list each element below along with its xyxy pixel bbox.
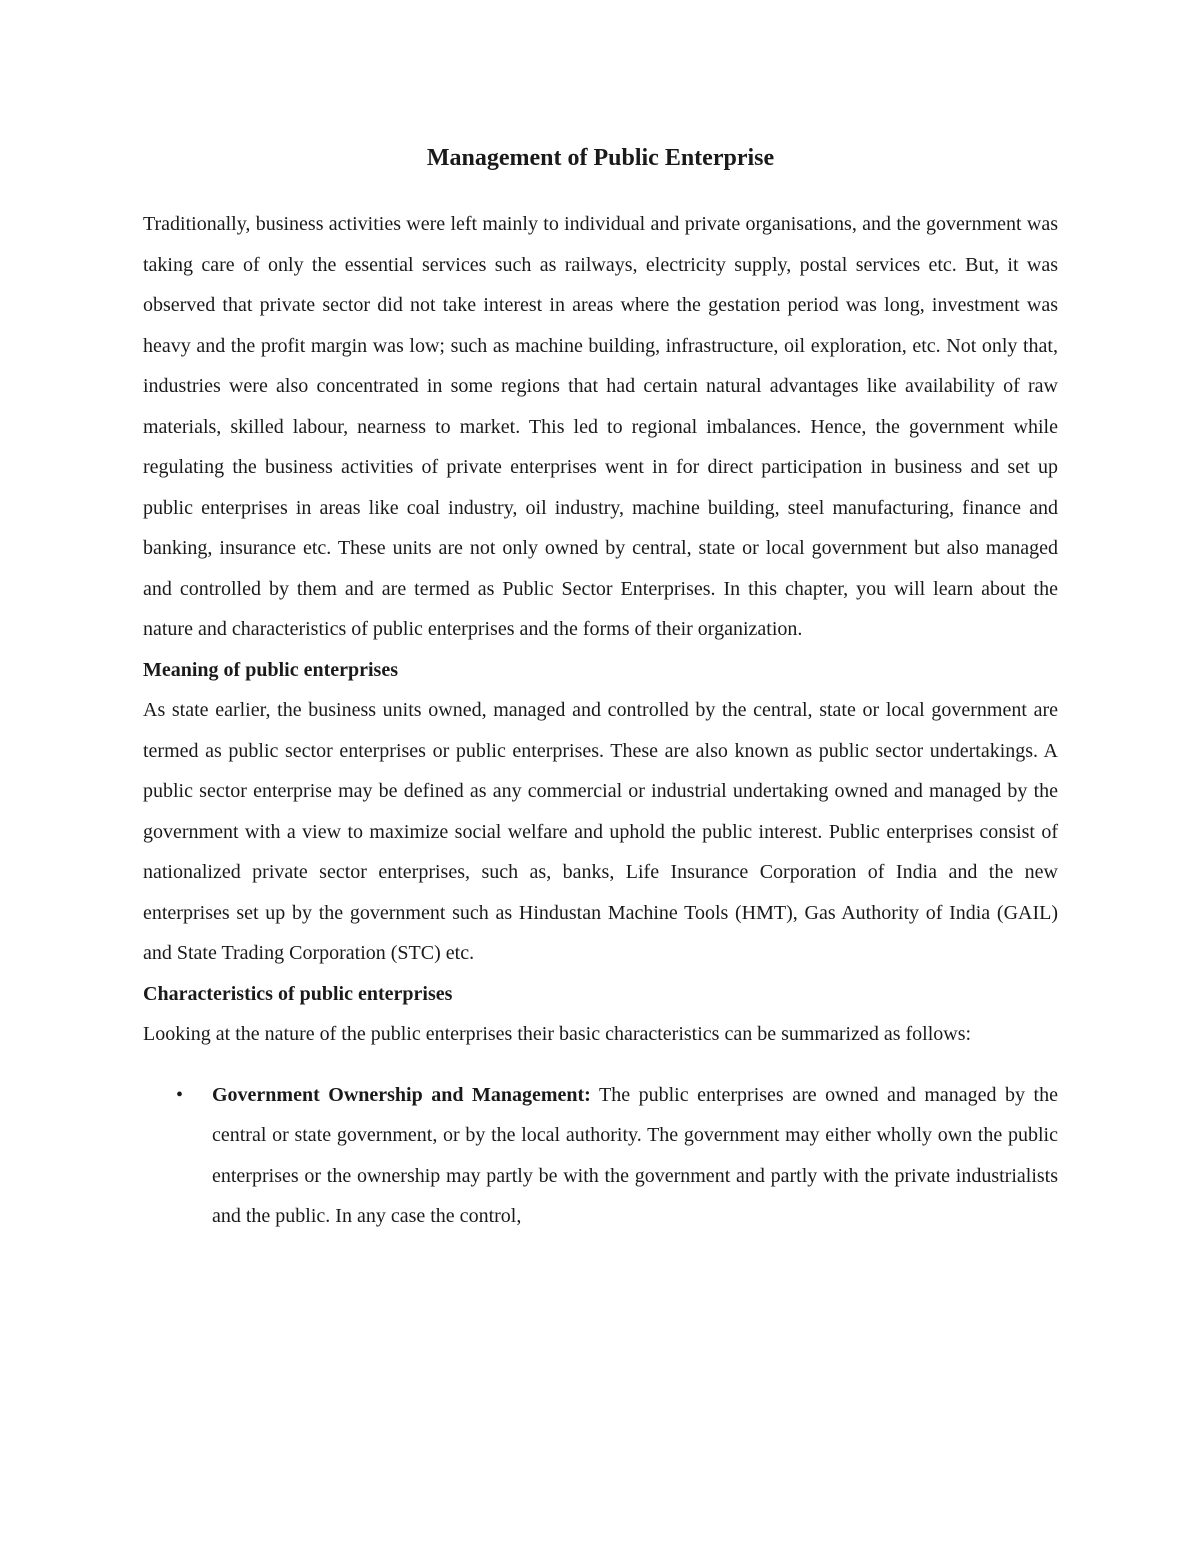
intro-paragraph: Traditionally, business activities were left mainly to individual and private organisations, and the government was taking care of only the essential services such as railways, electricity supply, postal services etc. But, it was observed that private sector did not take interest in areas where the gestation period was long, investment was heavy and the profit margin was low; such as machine building, infrastructure, oil exploration, etc. Not only that, industries were also concentrated in some regions that had certain natural advantages like availability of raw materials, skilled labour, nearness to market. This led to regional imbalances. Hence, the government while regulating the business activities of private enterprises went in for direct participation in business and set up public enterprises in areas like coal industry, oil industry, machine building, steel manufacturing, finance and banking, insurance etc. These units are not only owned by central, state or local government but also managed and controlled by them and are termed as Public Sector Enterprises. In this chapter, you will learn about the nature and characteristics of public enterprises and the forms of their organization. xyxy=(143,213,1058,640)
document-title: Management of Public Enterprise xyxy=(426,145,775,171)
section-heading-meaning: Meaning of public enterprises xyxy=(143,658,398,681)
section-heading-characteristics: Characteristics of public enterprises xyxy=(143,982,453,1005)
list-item xyxy=(143,1075,1058,1237)
section-body-characteristics: Looking at the nature of the public enterprises their basic characteristics can be summarized as follows: xyxy=(143,1023,972,1045)
characteristics-list xyxy=(143,1075,1058,1237)
bullet-lead-text: Government Ownership and Management: xyxy=(212,1083,591,1106)
document-page xyxy=(143,140,1058,1237)
bullet-icon: • xyxy=(176,1083,184,1106)
section-body-meaning: As state earlier, the business units owned, managed and controlled by the central, state or local government are termed as public sector enterprises or public enterprises. These are also known as public sector undertakings. A public sector enterprise may be defined as any commercial or industrial undertaking owned and managed by the government with a view to maximize social welfare and uphold the public interest. Public enterprises consist of nationalized private sector enterprises, such as, banks, Life Insurance Corporation of India and the new enterprises set up by the government such as Hindustan Machine Tools (HMT), Gas Authority of India (GAIL) and State Trading Corporation (STC) etc. xyxy=(143,699,1058,964)
bullet-body-text: The public enterprises are owned and managed by the central or state government, or by the local authority. The government may either wholly own the public enterprises or the ownership may partly be with the government and partly with the private industrialists and the public. In any case the control, xyxy=(212,1083,1058,1227)
